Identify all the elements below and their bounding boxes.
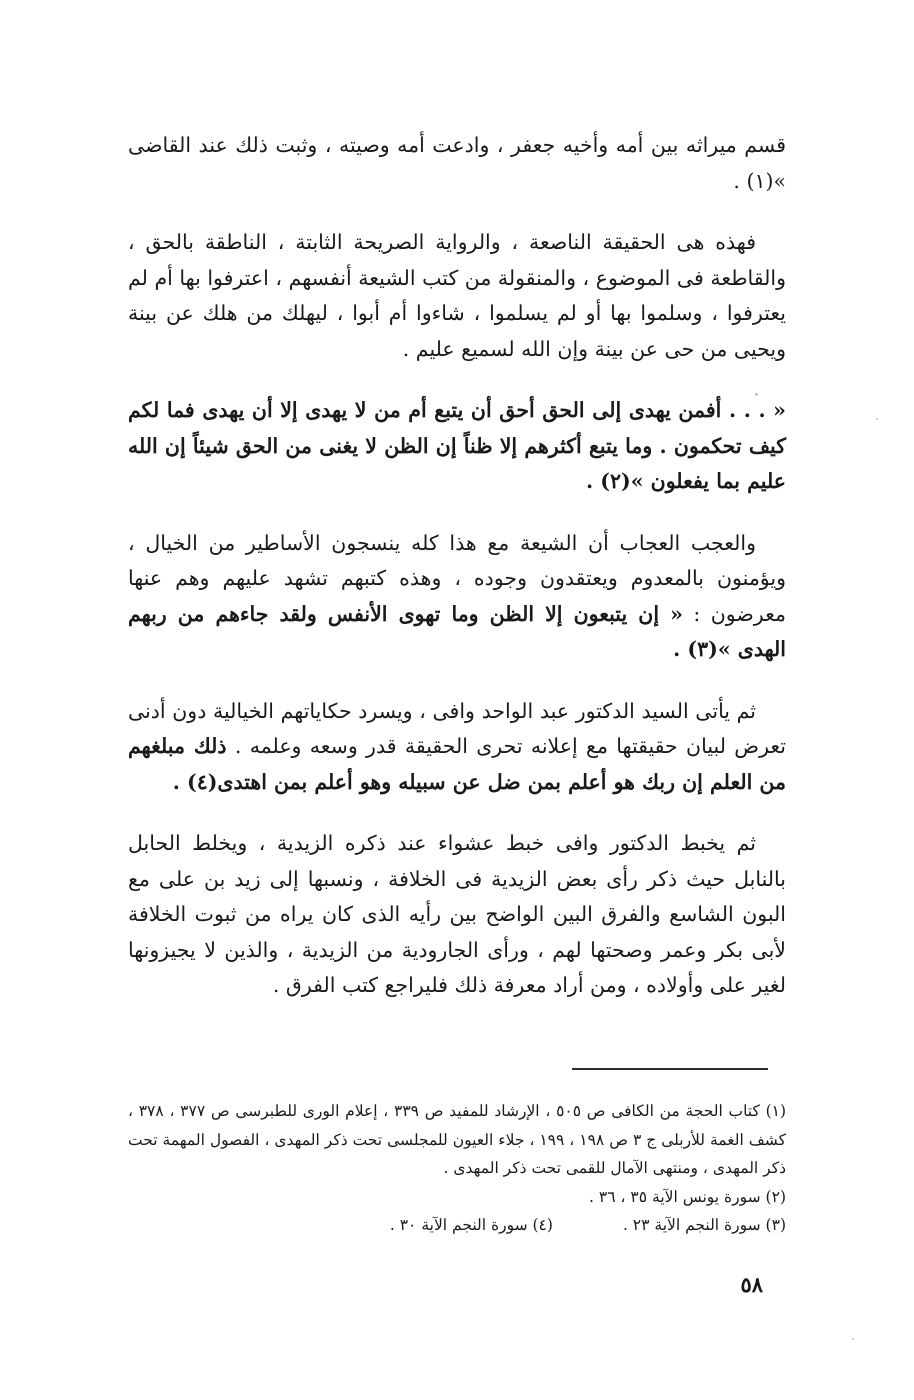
paragraph-2: فهذه هى الحقيقة الناصعة ، والرواية الصريحة الثابتة ، الناطقة بالحق ، والقاطعة فى الموضوع ، والمنقولة من كتب الشيعة أنفسهم ، اعترفوا بها أم لم يعترفوا ، وسلموا بها أو لم يسلموا ، شاءوا أم أبوا ، ليهلك من هلك عن بينة ويحيى من حى عن بينة وإن الله لسميع عليم . bbox=[128, 230, 786, 361]
paragraph-3 bbox=[128, 526, 786, 668]
footnote-2: (٢) سورة يونس الآية ٣٥ ، ٣٦ . bbox=[589, 1187, 786, 1206]
footnote-4: (٤) سورة النجم الآية ٣٠ . bbox=[389, 1216, 553, 1234]
scan-speck bbox=[852, 1338, 854, 1340]
footnote-3: (٣) سورة النجم الآية ٢٣ . bbox=[622, 1216, 786, 1234]
quran-quote-1: « . . . أفمن يهدى إلى الحق أحق أن يتبع أم من لا يهدى إلا أن يهدى فما لكم كيف تحكمون . وما يتبع أكثرهم إلا ظناً إن الظن لا يغنى من الحق شيئاً إن الله عليم بما يفعلون »(٢) . bbox=[128, 398, 786, 493]
page-number: ٥٨ bbox=[740, 1272, 763, 1297]
quran-quote-2: « إن يتبعون إلا الظن وما تهوى الأنفس ولقد جاءهم من ربهم الهدى »(٣) . bbox=[128, 601, 786, 661]
paragraph-1: قسم ميراثه بين أمه وأخيه جعفر ، وادعت أمه وصيته ، وثبت ذلك عند القاضى »(١) . bbox=[128, 133, 786, 193]
footnote-separator bbox=[572, 1068, 768, 1070]
paragraph-3-text: والعجب العجاب أن الشيعة مع هذا كله ينسجون الأساطير من الخيال ، ويؤمنون بالمعدوم ويعتقدون وجوده ، وهذه كتبهم تشهد عليهم وهم عنها معرضون : bbox=[128, 530, 786, 626]
main-text bbox=[128, 128, 786, 1030]
quran-quote-3: ذلك مبلغهم من العلم إن ربك هو أعلم بمن ضل عن سبيله وهو أعلم بمن اهتدى(٤) . bbox=[128, 734, 786, 794]
paragraph-5: ثم يخبط الدكتور وافى خبط عشواء عند ذكره الزيدية ، ويخلط الحابل بالنابل حيث ذكر رأى بعض الزيدية فى الخلافة ، ونسبها إلى زيد بن على مع البون الشاسع والفرق البين الواضح بين رأيه الذى كان يراه من ثبوت الخلافة لأبى بكر وعمر وصحتها لهم ، ورأى الجارودية من الزيدية ، والذين لا يجيزونها لغير على وأولاده ، ومن أراد معرفة ذلك فليراجع كتب الفرق . bbox=[128, 831, 786, 997]
footnotes bbox=[128, 1097, 786, 1240]
scan-speck bbox=[876, 418, 878, 420]
paragraph-4 bbox=[128, 694, 786, 801]
footnote-row bbox=[128, 1211, 786, 1240]
paragraph-4-text: ثم يأتى السيد الدكتور عبد الواحد وافى ، ويسرد حكاياتهم الخيالية دون أدنى تعرض لبيان حقيقتها مع إعلانه تحرى الحقيقة قدر وسعه وعلمه . bbox=[128, 698, 786, 758]
footnote-1: (١) كتاب الحجة من الكافى ص ٥٠٥ ، الإرشاد للمفيد ص ٣٣٩ ، إعلام الورى للطبرسى ص ٣٧٧ ، ٣٧٨ ، كشف الغمة للأربلى ج ٣ ص ١٩٨ ، ١٩٩ ، جلاء العيون للمجلسى تحت ذكر المهدى ، الفصول المهمة تحت ذكر المهدى ، ومنتهى الآمال للقمى تحت ذكر المهدى . bbox=[128, 1102, 787, 1177]
scan-speck bbox=[755, 393, 758, 396]
